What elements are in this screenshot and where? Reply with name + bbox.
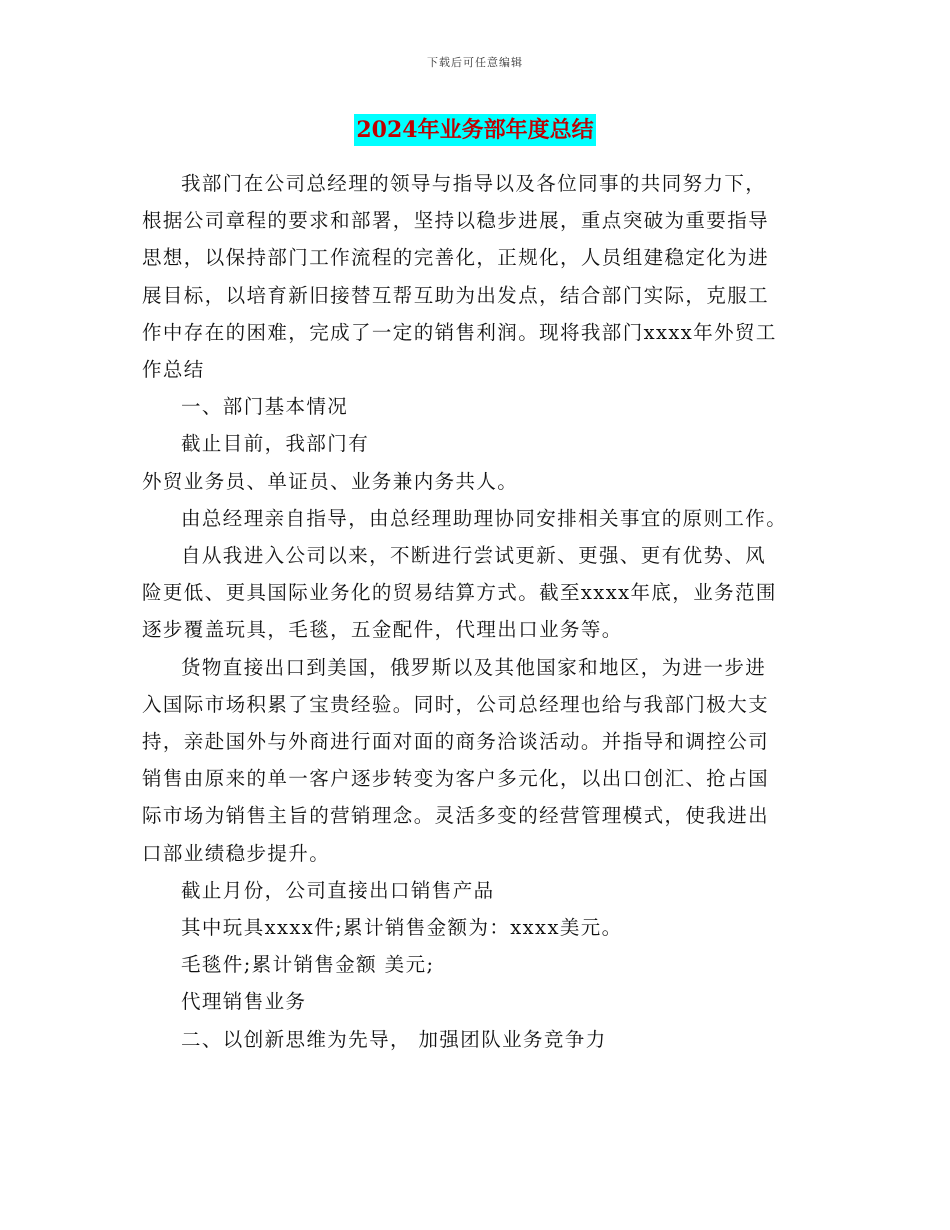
- text-line: 持，亲赴国外与外商进行面对面的商务洽谈活动。并指导和调控公司: [142, 730, 770, 754]
- header-note: 下载后可任意编辑: [427, 56, 523, 69]
- text-line: 截止目前，我部门有: [181, 432, 370, 456]
- text-line: 代理销售业务: [181, 990, 307, 1014]
- text-line: 货物直接出口到美国，俄罗斯以及其他国家和地区，为进一步进: [181, 655, 767, 679]
- text-line: 我部门在公司总经理的领导与指导以及各位同事的共同努力下，: [181, 172, 767, 195]
- text-line: 一、部门基本情况: [181, 395, 349, 419]
- text-line: 逐步覆盖玩具，毛毯，五金配件，代理出口业务等。: [142, 618, 623, 642]
- document-title: 2024年业务部年度总结: [354, 114, 595, 146]
- paragraph: [142, 649, 812, 872]
- text-line: 截止月份，公司直接出口销售产品: [181, 878, 495, 902]
- section-heading: [142, 388, 812, 425]
- document-body: [142, 165, 812, 1058]
- text-line: 作总结: [142, 358, 205, 382]
- paragraph: [142, 165, 812, 388]
- text-line: 由总经理亲自指导，由总经理助理协同安排相关事宜的原则工作。: [181, 506, 788, 530]
- text-line: 展目标，以培育新旧接替互帮互助为出发点，结合部门实际，克服工: [142, 283, 770, 307]
- paragraph: [142, 909, 812, 946]
- text-line: 险更低、更具国际业务化的贸易结算方式。截至xxxx年底，业务范围: [142, 581, 777, 605]
- paragraph: [142, 872, 812, 909]
- paragraph: [142, 537, 812, 649]
- text-line: 际市场为销售主旨的营销理念。灵活多变的经营管理模式，使我进出: [142, 804, 770, 828]
- paragraph: [142, 425, 812, 462]
- text-line: 自从我进入公司以来，不断进行尝试更新、更强、更有优势、风: [181, 544, 767, 568]
- paragraph: [142, 983, 812, 1020]
- title-wrap: [0, 114, 950, 146]
- section-heading: [142, 1021, 812, 1058]
- text-line: 口部业绩稳步提升。: [142, 841, 331, 865]
- text-line: 毛毯件;累计销售金额 美元;: [181, 953, 435, 977]
- text-line: 销售由原来的单一客户逐步转变为客户多元化，以出口创汇、抢占国: [142, 767, 770, 791]
- paragraph: [142, 946, 812, 983]
- text-line: 入国际市场积累了宝贵经验。同时，公司总经理也给与我部门极大支: [142, 692, 770, 716]
- paragraph: [142, 500, 812, 537]
- paragraph: [142, 463, 812, 500]
- text-line: 外贸业务员、单证员、业务兼内务共人。: [142, 469, 519, 493]
- text-line: 作中存在的困难，完成了一定的销售利润。现将我部门xxxx年外贸工: [142, 320, 777, 344]
- text-line: 二、以创新思维为先导， 加强团队业务竞争力: [181, 1027, 607, 1051]
- text-line: 其中玩具xxxx件;累计销售金额为：xxxx美元。: [181, 916, 623, 940]
- text-line: 思想，以保持部门工作流程的完善化，正规化，人员组建稳定化为进: [142, 246, 770, 270]
- text-line: 根据公司章程的要求和部署，坚持以稳步进展，重点突破为重要指导: [142, 209, 770, 233]
